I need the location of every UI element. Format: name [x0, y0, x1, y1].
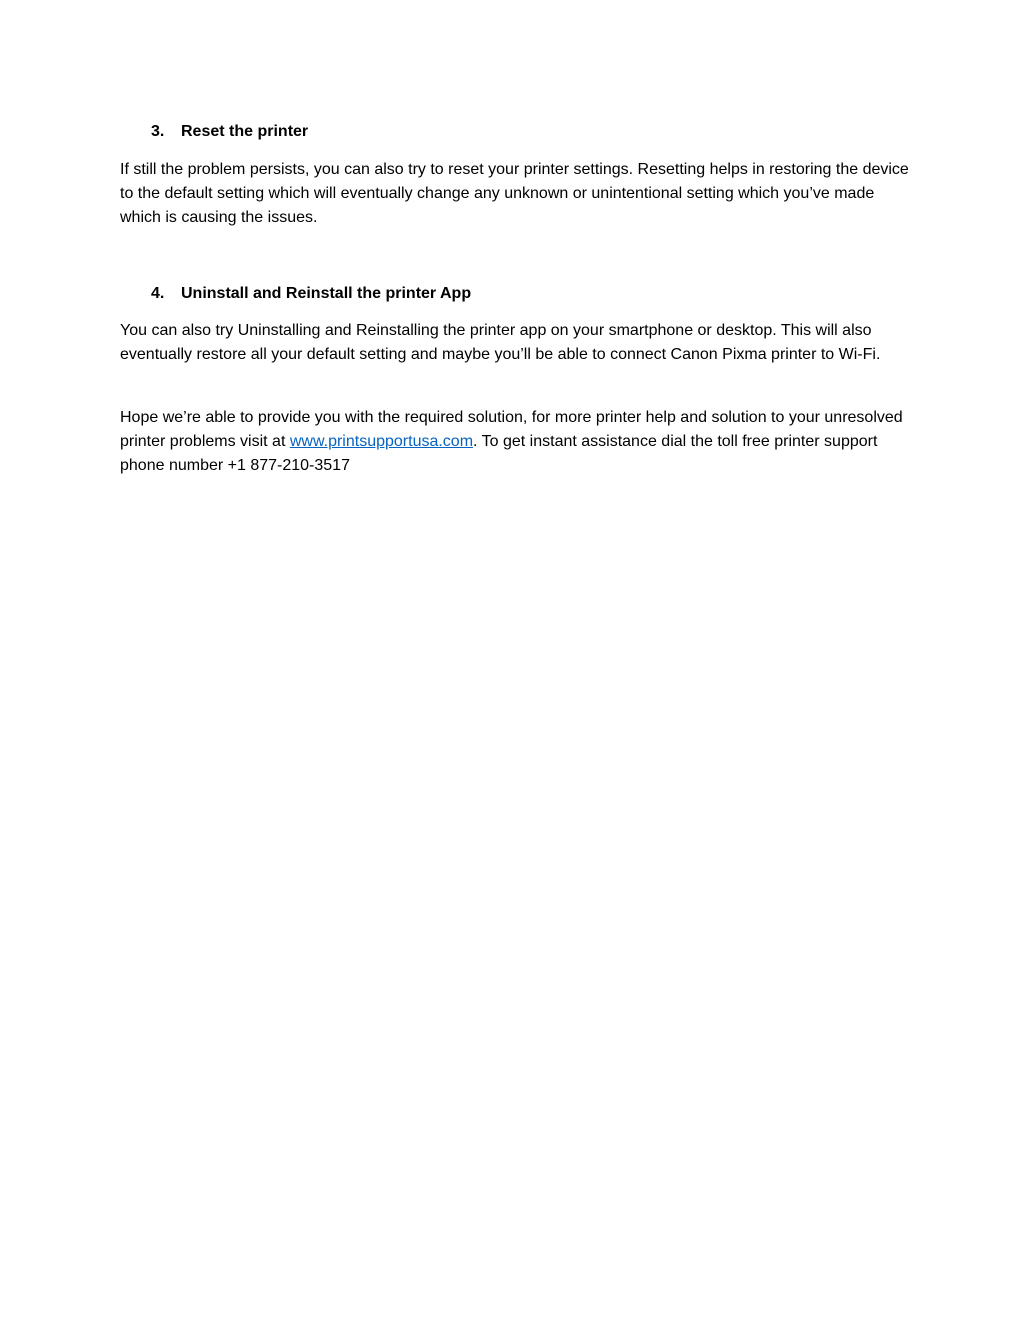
- section-4-number: 4.: [151, 285, 165, 302]
- section-4-title: Uninstall and Reinstall the printer App: [181, 285, 472, 302]
- section-3-number: 3.: [151, 123, 165, 140]
- closing-paragraph: [120, 406, 910, 478]
- closing-text-after: . To get instant assistance dial the toll free printer support phone number +1 877-210-3517: [120, 433, 878, 474]
- document-page: [120, 0, 910, 1325]
- closing-text-before: Hope we’re able to provide you with the required solution, for more printer help and solution to your unresolved printer problems visit at: [120, 409, 903, 450]
- section-4-body: You can also try Uninstalling and Reinstalling the printer app on your smartphone or desktop. This will also eventually restore all your default setting and maybe you’ll be able to connect Canon Pixma printer to Wi-Fi.: [120, 322, 881, 363]
- section-3-heading: [151, 120, 308, 144]
- section-4-heading: [151, 282, 471, 306]
- section-3-title: Reset the printer: [181, 123, 309, 140]
- section-3-body: If still the problem persists, you can also try to reset your printer settings. Resetting helps in restoring the device to the default setting which will eventually change any unknown or unintentional setting which you’ve made which is causing the issues.: [120, 161, 909, 226]
- website-link[interactable]: www.printsupportusa.com: [289, 433, 474, 450]
